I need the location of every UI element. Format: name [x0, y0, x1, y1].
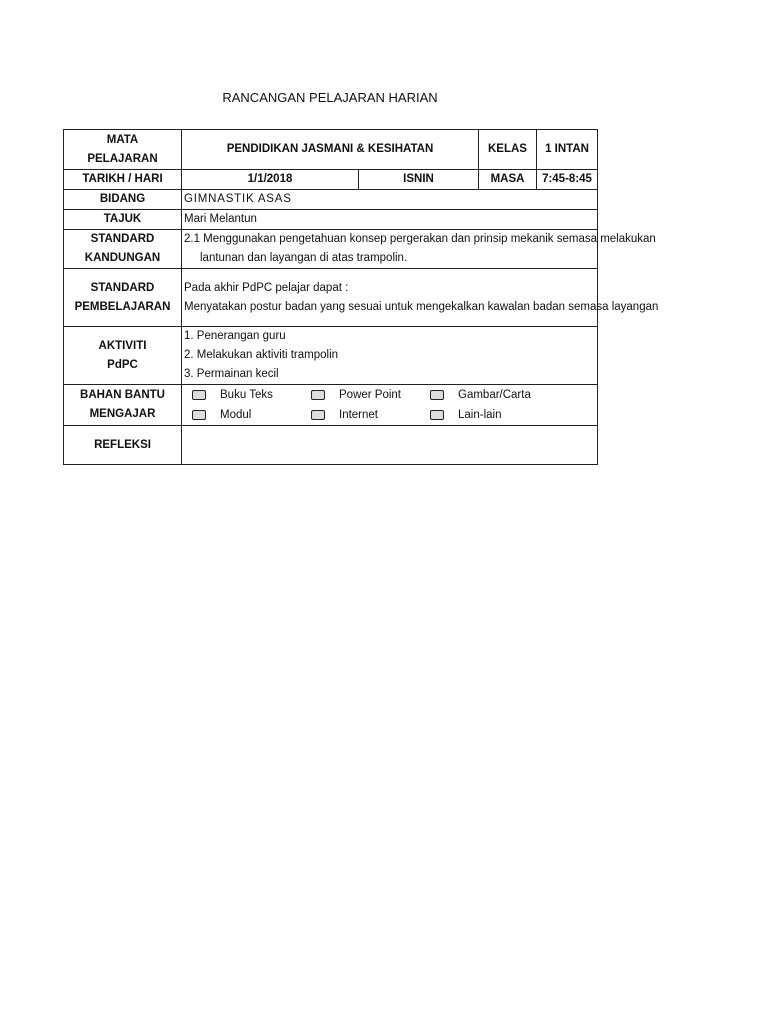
list-item: 3. Permainan kecil: [184, 368, 279, 380]
tarikh-day: ISNIN: [359, 170, 479, 190]
checkbox-lain-lain[interactable]: [430, 410, 444, 420]
tajuk-label: TAJUK: [64, 210, 182, 230]
bidang-label: BIDANG: [64, 190, 182, 210]
row-bidang: [64, 190, 598, 210]
row-standard-kandungan: [64, 230, 598, 269]
bahan-bantu-options: [182, 385, 598, 426]
checkbox-modul[interactable]: [192, 410, 206, 420]
option-label: Internet: [339, 408, 378, 421]
aktiviti-list: [182, 327, 598, 385]
tarikh-date: 1/1/2018: [182, 170, 359, 190]
option-label: Gambar/Carta: [458, 388, 531, 401]
option-label: Power Point: [339, 388, 402, 401]
list-item: 2. Melakukan aktiviti trampolin: [184, 349, 339, 361]
mata-pelajaran-label: MATA PELAJARAN: [64, 130, 182, 170]
row-refleksi: [64, 426, 598, 465]
row-tarikh: [64, 170, 598, 190]
refleksi-label: REFLEKSI: [64, 426, 182, 465]
checkbox-gambar-carta[interactable]: [430, 390, 444, 400]
list-item: 1. Penerangan guru: [184, 330, 286, 342]
bidang-value: GIMNASTIK ASAS: [182, 190, 598, 210]
aktiviti-label: AKTIVITI PdPC: [64, 327, 182, 385]
standard-pembelajaran-label: STANDARD PEMBELAJARAN: [64, 269, 182, 327]
checkbox-buku-teks[interactable]: [192, 390, 206, 400]
refleksi-value[interactable]: [182, 426, 598, 465]
standard-pembelajaran-value: Pada akhir PdPC pelajar dapat : Menyatakan postur badan yang sesuai untuk mengekalkan kawalan badan semasa layangan: [182, 269, 598, 327]
bahan-bantu-label: BAHAN BANTU MENGAJAR: [64, 385, 182, 426]
lesson-plan-table: [63, 129, 659, 465]
checkbox-power-point[interactable]: [311, 390, 325, 400]
page-title: RANCANGAN PELAJARAN HARIAN: [222, 90, 438, 105]
standard-kandungan-value: 2.1 Menggunakan pengetahuan konsep pergerakan dan prinsip mekanik semasa melakukan lantunan dan layangan di atas trampolin.: [182, 230, 598, 269]
row-aktiviti: [64, 327, 598, 385]
tarikh-label: TARIKH / HARI: [64, 170, 182, 190]
tajuk-value: Mari Melantun: [182, 210, 598, 230]
option-label: Lain-lain: [458, 408, 502, 421]
row-bahan-bantu: [64, 385, 598, 426]
mata-pelajaran-value: PENDIDIKAN JASMANI & KESIHATAN: [182, 130, 479, 170]
masa-label: MASA: [479, 170, 537, 190]
option-label: Buku Teks: [220, 388, 273, 401]
row-standard-pembelajaran: [64, 269, 598, 327]
standard-kandungan-label: STANDARD KANDUNGAN: [64, 230, 182, 269]
row-tajuk: [64, 210, 598, 230]
row-mata-pelajaran: [64, 130, 598, 170]
checkbox-internet[interactable]: [311, 410, 325, 420]
option-label: Modul: [220, 408, 252, 421]
kelas-label: KELAS: [479, 130, 537, 170]
masa-value: 7:45-8:45: [537, 170, 598, 190]
kelas-value: 1 INTAN: [537, 130, 598, 170]
